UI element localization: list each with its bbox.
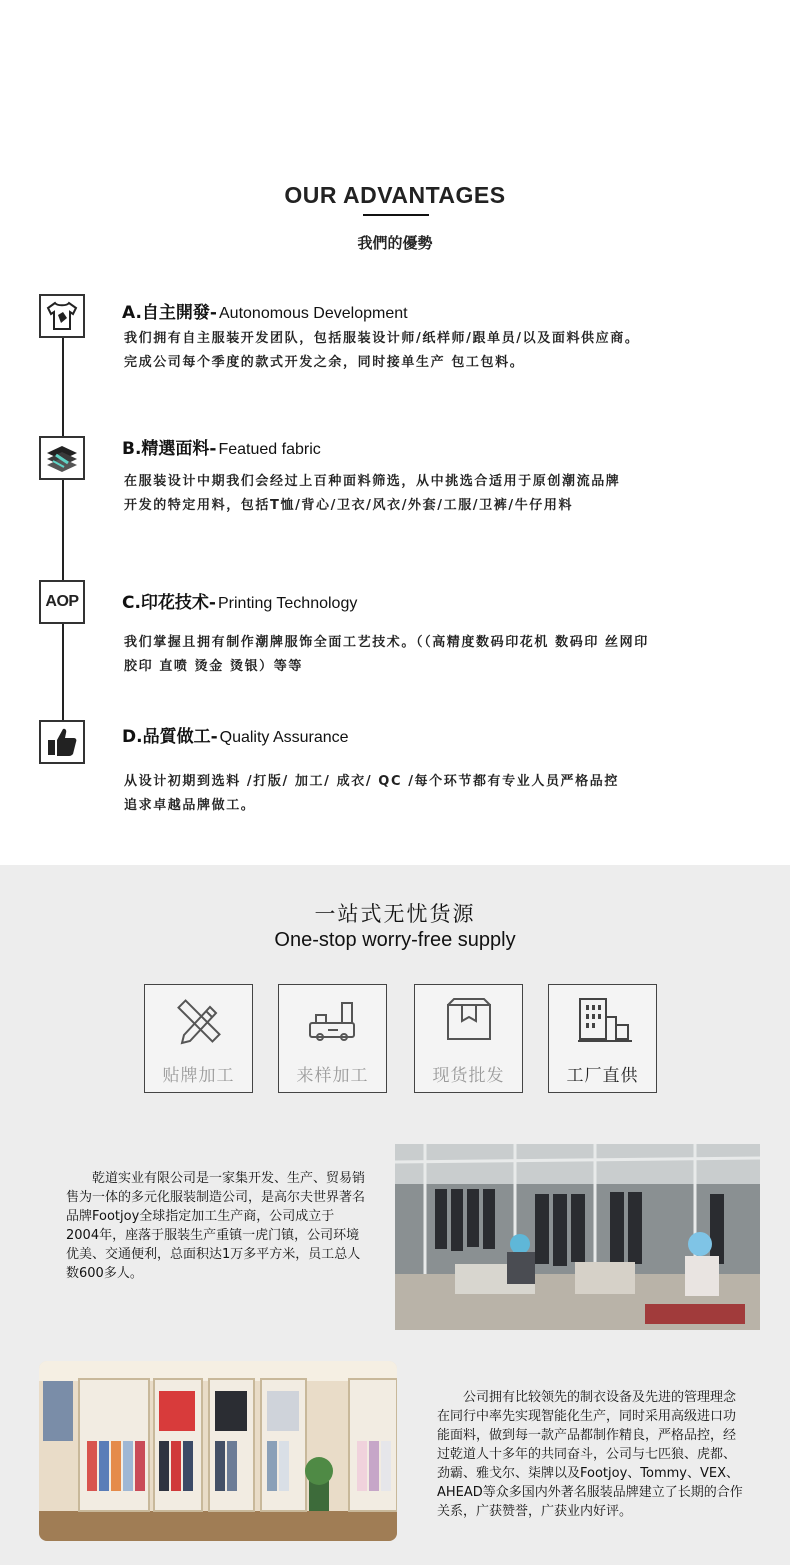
advantage-a-title: A.自主開發- Autonomous Development <box>122 303 408 323</box>
advantage-c-title: C.印花技术- Printing Technology <box>122 593 358 613</box>
service-label: 工厂直供 <box>566 1066 639 1086</box>
factory-building-icon <box>576 995 634 1049</box>
advantage-b-text: 在服装设计中期我们会经过上百种面料筛选，从中挑选合适用于原创潮流品牌 开发的特定用料，包括T恤/背心/卫衣/风衣/外套/工服/卫裤/牛仔用料 <box>124 474 621 513</box>
advantage-b-title: B.精選面料- Featued fabric <box>122 439 321 459</box>
fabric-icon <box>39 436 85 480</box>
advantage-d-title: D.品質做工- Quality Assurance <box>122 727 349 747</box>
timeline-line <box>62 318 64 728</box>
aop-icon: AOP <box>39 580 85 624</box>
service-factory[interactable] <box>548 984 657 1093</box>
supply-title: 一站式无忧货源 <box>314 902 476 926</box>
tshirt-icon <box>39 294 85 338</box>
advantages-subtitle: 我們的優勢 <box>357 234 433 252</box>
pencil-ruler-icon <box>172 995 226 1049</box>
advantages-title: OUR ADVANTAGES <box>284 182 506 208</box>
advantage-a-text: 我们拥有自主服装开发团队，包括服装设计师/纸样师/跟单员/以及面料供应商。 完成公司每个季度的款式开发之余，同时接单生产 包工包料。 <box>124 331 640 370</box>
factory-machine-icon <box>306 995 360 1049</box>
company-strength-text: 公司拥有比较领先的制衣设备及先进的管理理念在同行中率先实现智能化生产，同时采用高级进口功能面料，做到每一款产品都制作精良，严格品控，经过乾道人十多年的共同奋斗，公司与七匹狼、虎都、劲霸、雅戈尔、柒牌以及Footjoy、Tommy、VEX、AHEAD等众多国内外著名服装品牌建立了长期的合作关系，广获赞誉，广获业内好评。 <box>437 1390 743 1519</box>
supply-subtitle: One-stop worry-free supply <box>274 929 516 951</box>
company-intro-text: 乾道实业有限公司是一家集开发、生产、贸易销售为一体的多元化服装制造公司，是高尔夫世界著名品牌Footjoy全球指定加工生产商，公司成立于2004年，座落于服装生产重镇一虎门镇，公司环境优美、交通便利，总面积达1万多平方米，员工总人数600多人。 <box>66 1171 366 1281</box>
service-oem[interactable] <box>144 984 253 1093</box>
service-label: 贴牌加工 <box>162 1066 235 1086</box>
service-label: 现货批发 <box>432 1066 505 1086</box>
factory-photo <box>395 1144 760 1330</box>
showroom-photo <box>39 1361 397 1541</box>
service-label: 来样加工 <box>296 1066 369 1086</box>
service-stock[interactable] <box>414 984 523 1093</box>
advantage-d-text: 从设计初期到选料 /打版/ 加工/ 成衣/ QC /每个环节都有专业人员严格品控 追求卓越品牌做工。 <box>124 774 619 813</box>
box-icon <box>442 995 496 1049</box>
service-sample[interactable] <box>278 984 387 1093</box>
advantage-c-text: 我们掌握且拥有制作潮牌服饰全面工艺技术。（（高精度数码印花机 数码印 丝网印 胶印 直喷 烫金 烫银）等等 <box>124 635 649 674</box>
thumbs-up-icon <box>39 720 85 764</box>
title-underline <box>363 214 429 216</box>
